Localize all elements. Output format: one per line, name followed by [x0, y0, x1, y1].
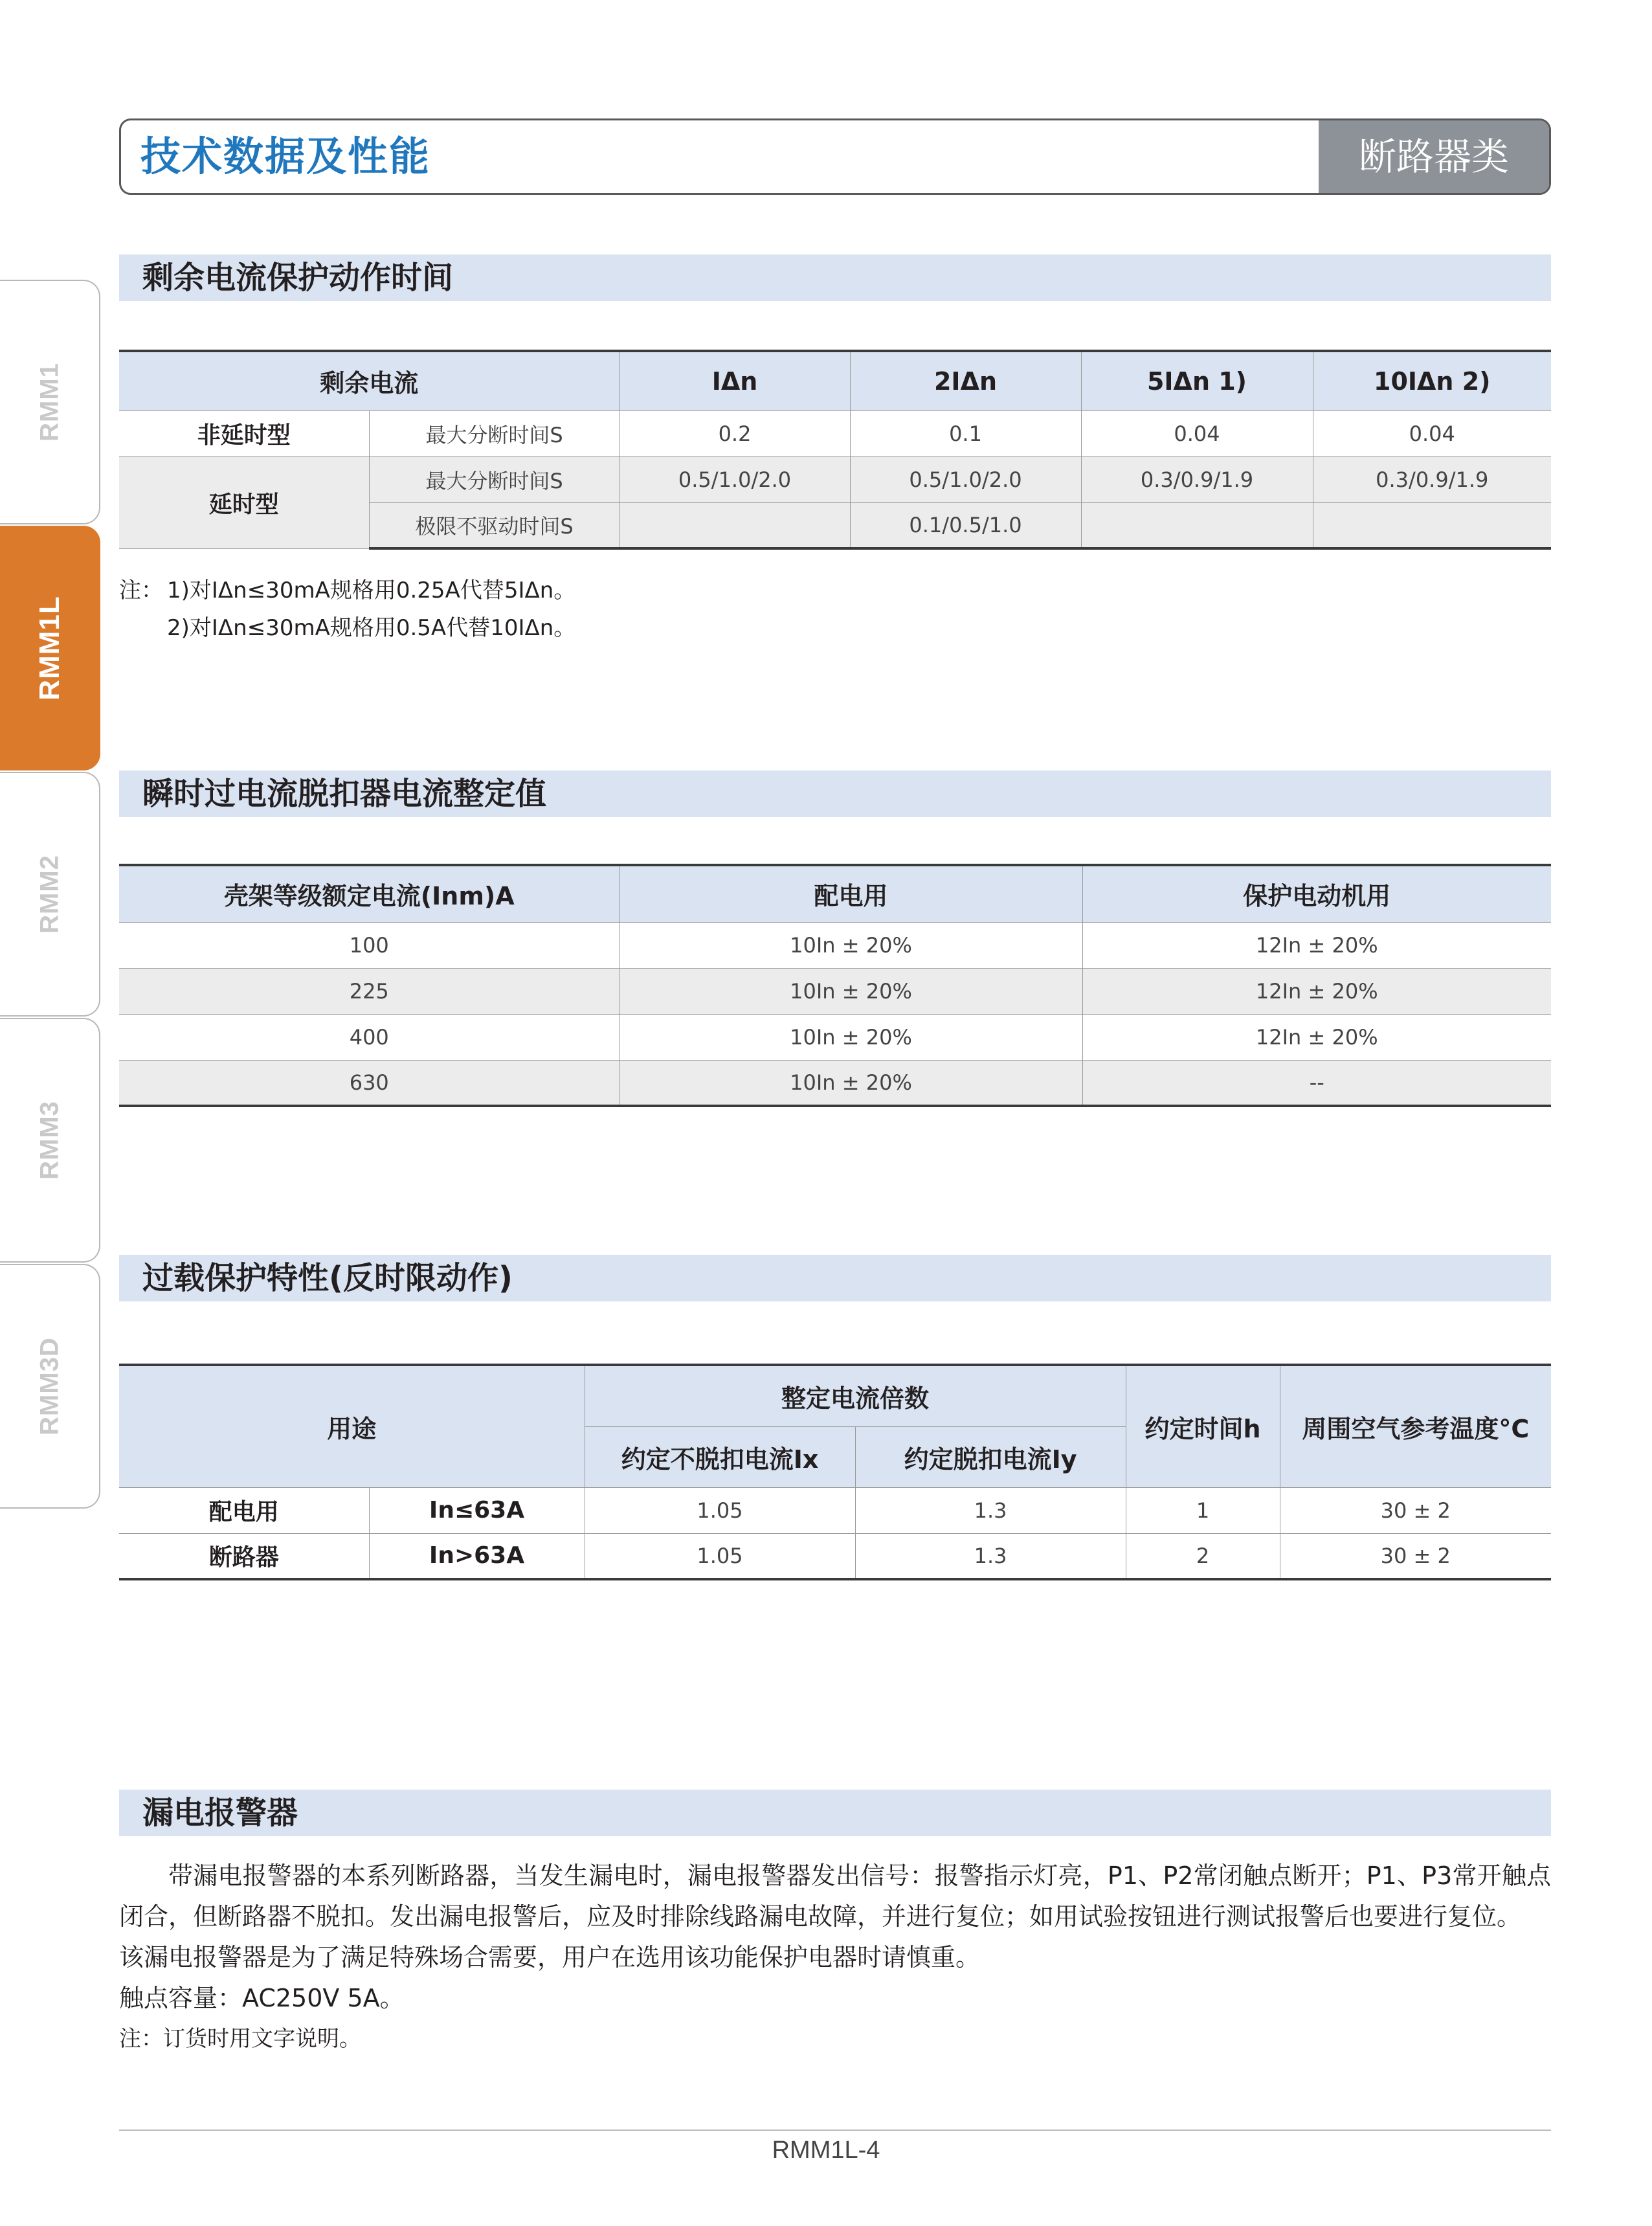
residual-current-table [119, 350, 1551, 550]
table-cell: 1 [1126, 1487, 1280, 1533]
table-cell: 0.04 [1081, 410, 1313, 456]
table-cell: 0.5/1.0/2.0 [620, 456, 850, 502]
table-row [119, 1060, 1551, 1106]
table-note-prefix: 注： [119, 578, 163, 603]
table-cell: 1.3 [855, 1533, 1126, 1579]
side-tab-label: RMM2 [35, 855, 63, 934]
side-tab-rmm3[interactable] [0, 1018, 100, 1263]
table-header-cell: 约定脱扣电流Iy [855, 1426, 1126, 1487]
current-range: In≤63A [369, 1487, 585, 1533]
table-header-cell: 整定电流倍数 [585, 1365, 1126, 1426]
table-cell: 0.1/0.5/1.0 [850, 502, 1081, 548]
table-cell: 10In ± 20% [620, 1060, 1082, 1106]
table-cell [620, 502, 850, 548]
section-title: 瞬时过电流脱扣器电流整定值 [142, 776, 547, 812]
table-row [119, 410, 1551, 456]
table-cell: 400 [119, 1014, 620, 1060]
use-label: 断路器 [119, 1533, 369, 1579]
table-cell: 0.04 [1313, 410, 1551, 456]
side-tab-rmm2[interactable] [0, 772, 100, 1017]
table-header-cell: 约定时间h [1126, 1365, 1280, 1487]
page-title: 技术数据及性能 [140, 133, 431, 180]
table-cell: -- [1082, 1060, 1551, 1106]
table-cell: 225 [119, 968, 620, 1014]
table-row [119, 968, 1551, 1014]
section-title: 漏电报警器 [142, 1795, 298, 1831]
table-cell: 10In ± 20% [620, 1014, 1082, 1060]
row-type: 延时型 [119, 456, 369, 548]
paragraph: 该漏电报警器是为了满足特殊场合需要，用户在选用该功能保护电器时请慎重。 [119, 1943, 981, 1972]
paragraph-note: 注：订货时用文字说明。 [119, 2026, 361, 2052]
table-row [119, 1014, 1551, 1060]
paragraph: 带漏电报警器的本系列断路器，当发生漏电时，漏电报警器发出信号：报警指示灯亮，P1、P2常闭触点断开；P1、P3常开触点闭合，但断路器不脱扣。发出漏电报警后，应及时排除线路漏电故障，并进行复位；如用试验按钮进行测试报警后也要进行复位。 [119, 1861, 1551, 1931]
table-cell [1081, 502, 1313, 548]
page-number: RMM1L-4 [772, 2137, 880, 2164]
table-cell: 10In ± 20% [620, 968, 1082, 1014]
section-title-bar [119, 254, 1551, 301]
side-tab-rmm3d[interactable] [0, 1264, 100, 1509]
table-header-cell: 5IΔn 1) [1081, 351, 1313, 410]
table-header-cell: 壳架等级额定电流(Inm)A [119, 865, 620, 922]
table-cell: 1.05 [585, 1487, 855, 1533]
table-row [119, 456, 1551, 502]
table-cell: 1.05 [585, 1533, 855, 1579]
table-header-cell: 2IΔn [850, 351, 1081, 410]
instant-trip-table [119, 864, 1551, 1107]
table-note: 1)对IΔn≤30mA规格用0.25A代替5IΔn。 [167, 578, 576, 603]
page-header [119, 118, 1551, 195]
table-cell: 0.1 [850, 410, 1081, 456]
row-item: 最大分断时间S [369, 456, 620, 502]
section-title-bar [119, 1790, 1551, 1836]
use-label: 配电用 [119, 1487, 369, 1533]
side-tab-label: RMM1L [33, 596, 65, 701]
table-cell [1313, 502, 1551, 548]
table-header-cell: 配电用 [620, 865, 1082, 922]
section-title-bar [119, 1255, 1551, 1301]
section-title: 剩余电流保护动作时间 [142, 260, 454, 296]
row-item: 极限不驱动时间S [369, 502, 620, 548]
table-row [119, 922, 1551, 968]
table-cell: 0.2 [620, 410, 850, 456]
row-item: 最大分断时间S [369, 410, 620, 456]
overload-table [119, 1364, 1551, 1580]
table-header-cell: 用途 [119, 1365, 585, 1487]
table-header-cell: 保护电动机用 [1082, 865, 1551, 922]
table-cell: 10In ± 20% [620, 922, 1082, 968]
section-title-bar [119, 770, 1551, 817]
paragraph: 触点容量：AC250V 5A。 [119, 1984, 405, 2012]
section-title: 过载保护特性(反时限动作) [142, 1260, 513, 1296]
table-cell: 12In ± 20% [1082, 922, 1551, 968]
table-cell: 1.3 [855, 1487, 1126, 1533]
alarm-description [119, 1856, 1551, 2060]
table-header-cell: 约定不脱扣电流Ix [585, 1426, 855, 1487]
side-tab-label: RMM1 [35, 363, 63, 442]
table-cell: 12In ± 20% [1082, 968, 1551, 1014]
side-tab-label: RMM3 [35, 1101, 63, 1180]
side-tab-rmm1[interactable] [0, 280, 100, 524]
table-header-cell: 剩余电流 [119, 351, 620, 410]
table-cell: 630 [119, 1060, 620, 1106]
table-header-cell: 10IΔn 2) [1313, 351, 1551, 410]
table-cell: 0.3/0.9/1.9 [1081, 456, 1313, 502]
table-row [119, 1533, 1551, 1579]
table-cell: 0.5/1.0/2.0 [850, 456, 1081, 502]
side-tab-label: RMM3D [35, 1337, 63, 1435]
table-cell: 2 [1126, 1533, 1280, 1579]
row-type: 非延时型 [119, 410, 369, 456]
current-range: In>63A [369, 1533, 585, 1579]
table-cell: 30 ± 2 [1280, 1533, 1551, 1579]
table-cell: 0.3/0.9/1.9 [1313, 456, 1551, 502]
table-cell: 12In ± 20% [1082, 1014, 1551, 1060]
category-label: 断路器类 [1319, 120, 1549, 193]
table-header-cell: 周围空气参考温度°C [1280, 1365, 1551, 1487]
table-row [119, 1487, 1551, 1533]
table-header-cell: IΔn [620, 351, 850, 410]
table-note: 2)对IΔn≤30mA规格用0.5A代替10IΔn。 [167, 615, 576, 641]
table-cell: 30 ± 2 [1280, 1487, 1551, 1533]
side-tab-rmm1l[interactable] [0, 526, 100, 770]
table-cell: 100 [119, 922, 620, 968]
footer-divider [119, 2130, 1551, 2131]
